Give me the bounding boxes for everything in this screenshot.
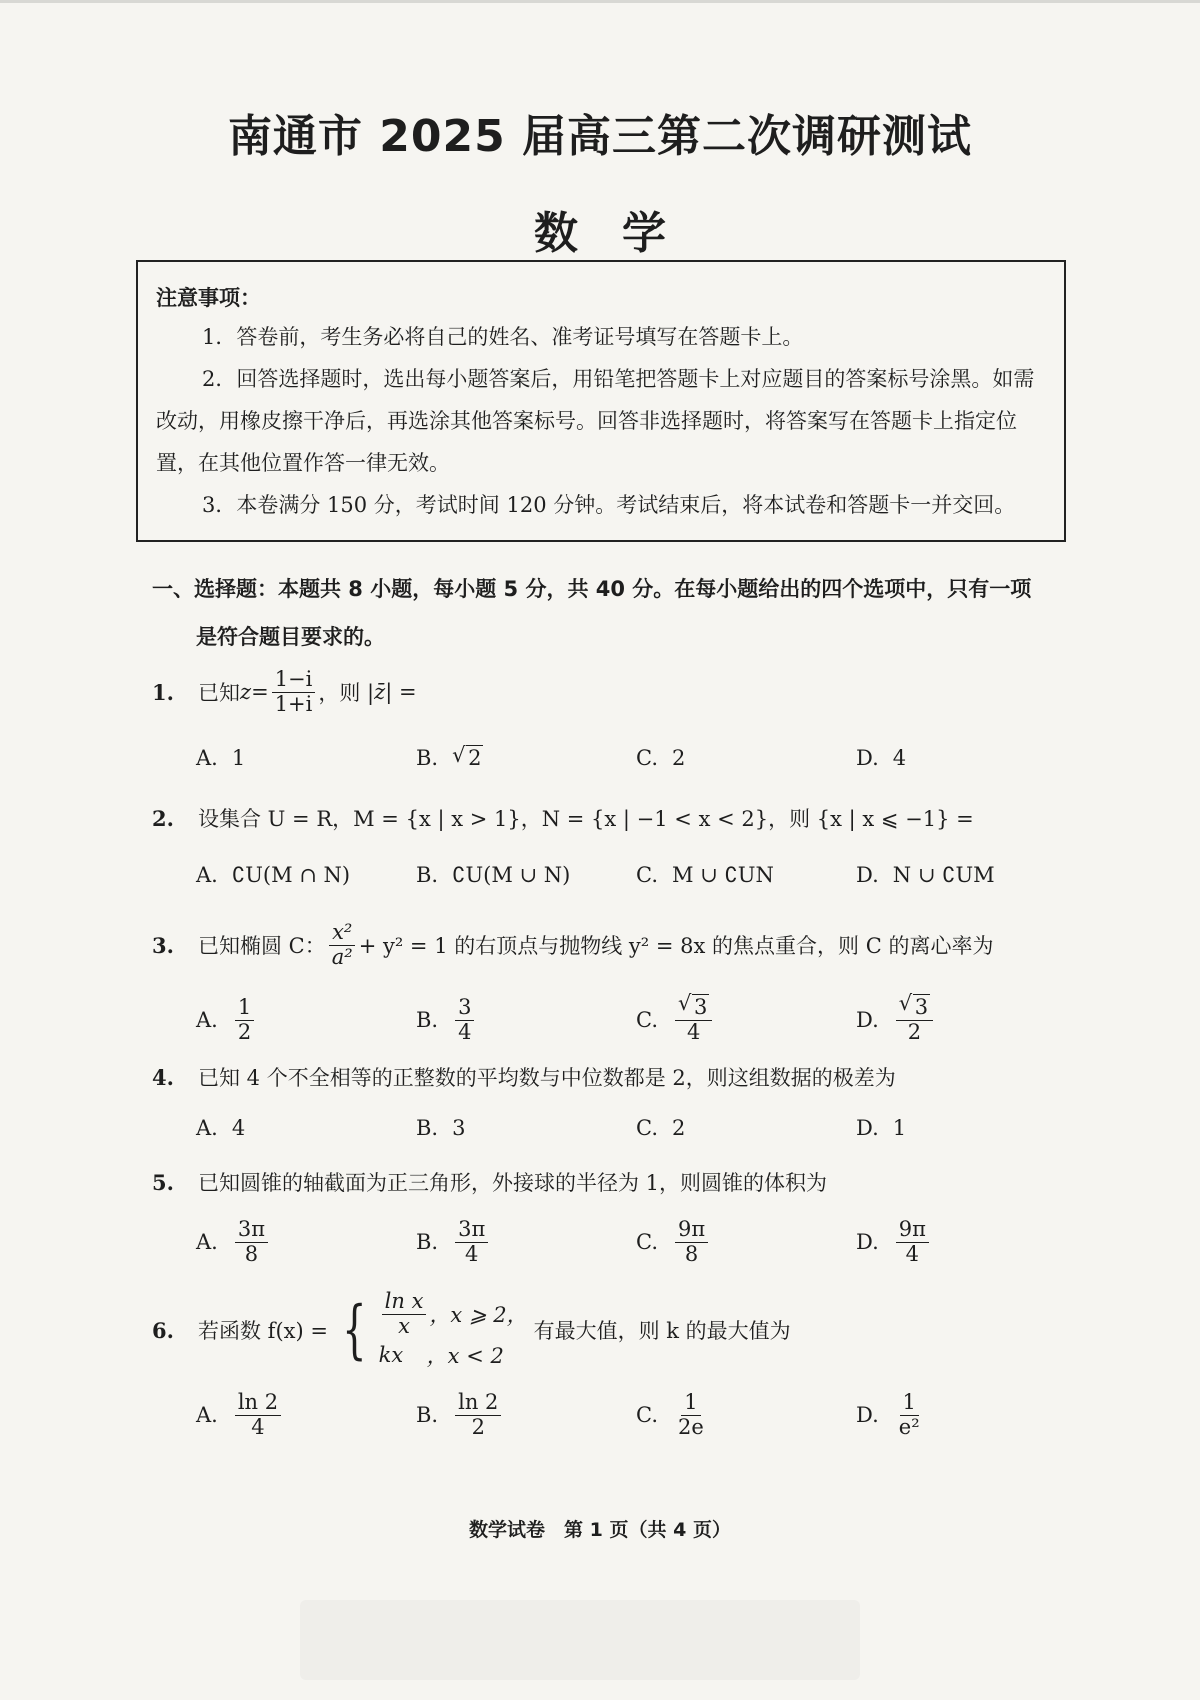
option-value: 4 [231,1116,246,1140]
option-label: D. [856,863,879,887]
fraction [675,1218,708,1265]
option-b [416,996,636,1043]
case-1 [379,1290,528,1337]
numerator: 1 [681,1391,700,1415]
stem-text: 已知 [198,681,240,705]
numerator: 3π [235,1218,268,1242]
option-c [636,863,856,887]
radicand: 3 [694,995,708,1020]
equals-sign: = [251,680,269,704]
piecewise-function [334,1290,528,1369]
options-q4 [196,1098,1076,1158]
question-number: 5. [152,1169,174,1195]
option-label: C. [636,1116,658,1140]
option-a [196,1391,416,1438]
question-2 [152,788,1072,848]
option-d [856,1116,1076,1140]
options-q2 [196,845,1076,905]
option-label: A. [196,863,218,887]
option-value: 3 [452,1116,466,1140]
fraction [455,996,474,1043]
option-label: B. [416,1230,439,1254]
fraction [382,1290,427,1337]
option-label: D. [856,1008,879,1032]
var-z: z [240,680,252,704]
question-number: 4. [152,1064,174,1090]
option-c [636,991,856,1044]
denominator: 4 [458,1019,472,1044]
stem-text: ，则 | [318,681,375,705]
option-label: D. [856,746,879,770]
section-heading [152,565,1072,661]
option-c [636,1218,856,1265]
options-q5 [196,1212,1076,1272]
numerator: 3 [455,996,474,1020]
numerator: ln 2 [455,1391,501,1415]
denominator: 1+i [274,691,313,716]
section-line-1: 一、选择题：本题共 8 小题，每小题 5 分，共 40 分。在每小题给出的四个选项中，只有一项 [152,577,1032,601]
radical-sign: √ [452,743,466,767]
cases [379,1290,528,1369]
denominator: 2 [237,1019,252,1044]
fraction [235,1391,281,1438]
option-a [196,1116,416,1140]
numerator: 9π [675,1218,708,1242]
fraction [896,1218,929,1265]
fraction [896,991,933,1044]
radicand: 2 [468,746,482,770]
case-2 [379,1340,528,1370]
radicand: 3 [914,995,929,1020]
option-c [636,746,856,770]
denominator: e² [898,1414,920,1439]
option-value: 1 [892,1116,907,1140]
option-d [856,991,1076,1044]
question-stem [198,1290,791,1369]
option-value: 2 [672,746,686,770]
options-q1 [196,728,1076,788]
option-value: 4 [892,746,907,770]
numerator: 1 [235,996,254,1020]
option-a [196,746,416,770]
option-a [196,996,416,1043]
numerator: 9π [896,1218,929,1242]
option-label: A. [196,1230,218,1254]
question-number: 2. [152,805,174,831]
blurred-strip [300,1600,860,1680]
option-label: C. [636,1403,658,1427]
option-label: D. [856,1116,879,1140]
option-d [856,1218,1076,1265]
denominator: 8 [244,1241,259,1266]
question-stem [198,668,417,715]
denominator: 8 [684,1241,699,1266]
denominator: a² [331,944,353,969]
option-c [636,1116,856,1140]
case-condition: ，x < 2 [426,1343,504,1368]
denominator: x [398,1313,410,1338]
option-label: C. [636,863,658,887]
question-stem: 已知圆锥的轴截面为正三角形，外接球的半径为 1，则圆锥的体积为 [198,1171,828,1195]
numerator: ln x [382,1290,427,1314]
fraction [675,991,712,1044]
subject-title: 数 学 [534,208,666,259]
option-b [416,743,636,770]
denominator: 2e [678,1414,704,1439]
notice-box [136,260,1066,542]
numerator: x² [329,921,355,945]
option-label: A. [196,1008,218,1032]
section-line-2: 是符合题目要求的。 [196,625,385,649]
radical-sign: √ [678,991,692,1016]
option-value: M ∪ ∁UN [672,863,774,887]
notice-heading: 注意事项： [156,286,261,310]
var-z-conjugate: z̄ [374,680,386,704]
notice-item-2: 2．回答选择题时，选出每小题答案后，用铅笔把答题卡上对应题目的答案标号涂黑。如需改动，用橡皮擦干净后，再选涂其他答案标号。回答非选择题时，将答案写在答题卡上指定位置，在其他位置作答一律无效。 [156,367,1035,475]
option-d [856,863,1076,887]
fraction [329,921,356,968]
option-label: B. [416,1008,439,1032]
numerator: 1−i [272,668,316,692]
question-1 [152,662,1072,722]
page-footer: 数学试卷 第 1 页（共 4 页） [469,1519,731,1541]
option-d [856,1391,1076,1438]
numerator [896,991,933,1020]
options-q3 [196,990,1076,1050]
question-stem: 已知 4 个不全相等的正整数的平均数与中位数都是 2，则这组数据的极差为 [198,1066,896,1090]
numerator: 1 [900,1391,919,1415]
option-value: ∁U(M ∪ N) [452,863,571,887]
left-brace: { [342,1293,367,1367]
option-label: A. [196,1116,218,1140]
numerator: 3π [455,1218,488,1242]
fraction [235,1218,268,1265]
denominator: 4 [687,1019,701,1044]
denominator: 2 [907,1019,922,1044]
scan-edge [0,0,1200,3]
stem-text: + y² = 1 的右顶点与抛物线 y² = 8x 的焦点重合，则 C 的离心率为 [358,934,994,958]
denominator: 2 [471,1414,485,1439]
stem-text: | = [385,680,417,704]
option-b [416,863,636,887]
question-6 [152,1290,1072,1370]
option-label: C. [636,746,658,770]
question-stem [198,921,993,968]
sqrt-expression [452,743,483,770]
option-a [196,1218,416,1265]
option-label: B. [416,1116,439,1140]
option-label: C. [636,1008,658,1032]
case-expression: kx [378,1342,404,1367]
sqrt-expression [898,991,930,1020]
fraction [455,1218,488,1265]
fraction [675,1391,707,1438]
option-d [856,746,1076,770]
stem-text: 若函数 f(x) = [198,1319,328,1343]
option-a [196,863,416,887]
option-label: B. [416,1403,439,1427]
option-value: 1 [231,746,246,770]
numerator [675,991,712,1020]
option-label: A. [196,746,218,770]
question-3 [152,915,1072,975]
denominator: 4 [251,1414,265,1439]
option-value: ∁U(M ∩ N) [231,863,351,887]
notice-item-1: 1．答卷前，考生务必将自己的姓名、准考证号填写在答题卡上。 [202,325,804,349]
denominator: 4 [465,1241,479,1266]
option-value: 2 [672,1116,686,1140]
question-number: 3. [152,932,174,958]
option-label: C. [636,1230,658,1254]
option-label: D. [856,1230,879,1254]
sqrt-expression [678,991,709,1020]
option-label: D. [856,1403,879,1427]
question-number: 6. [152,1317,174,1343]
radical-sign: √ [898,991,913,1016]
option-label: A. [196,1403,218,1427]
fraction [272,668,316,715]
numerator: ln 2 [235,1391,281,1415]
option-b [416,1218,636,1265]
fraction [896,1391,923,1438]
option-value: N ∪ ∁UM [892,863,995,887]
exam-title: 南通市 2025 届高三第二次调研测试 [227,111,973,162]
case-condition: ，x ⩾ 2， [429,1303,528,1327]
option-label: B. [416,863,439,887]
options-q6 [196,1385,1076,1445]
question-stem: 设集合 U = R，M = {x | x > 1}，N = {x | −1 < x < 2}，则 {x | x ⩽ −1} = [198,807,974,831]
question-number: 1. [152,679,174,705]
option-b [416,1116,636,1140]
fraction [235,996,254,1043]
fraction [455,1391,501,1438]
option-b [416,1391,636,1438]
option-label: B. [416,746,439,770]
stem-text: 已知椭圆 C： [198,934,326,958]
denominator: 4 [905,1241,920,1266]
notice-item-3: 3．本卷满分 150 分，考试时间 120 分钟。考试结束后，将本试卷和答题卡一并交回。 [202,493,1016,517]
question-5 [152,1152,1072,1212]
stem-text: 有最大值，则 k 的最大值为 [533,1319,791,1343]
option-c [636,1391,856,1438]
